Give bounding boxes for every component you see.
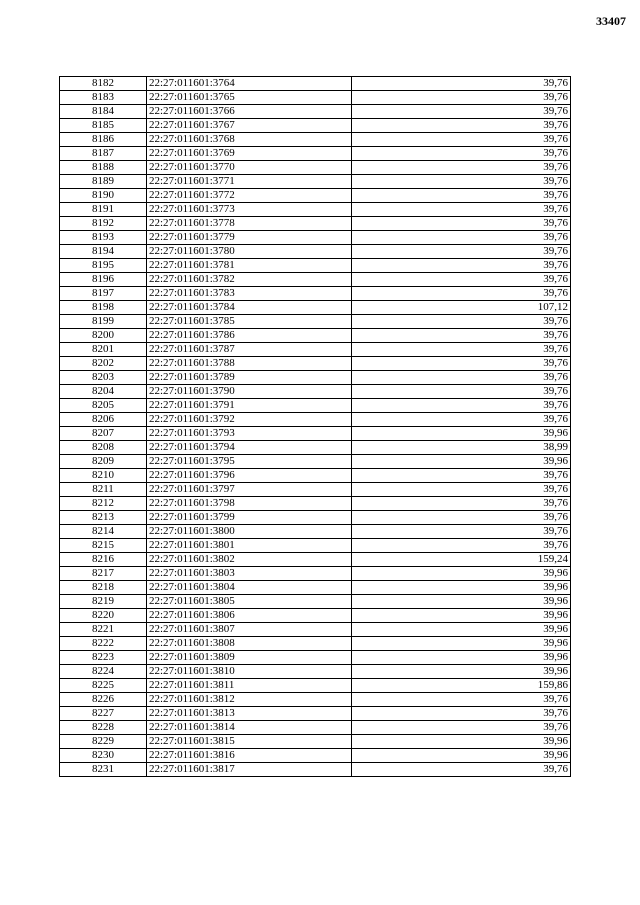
table-row (60, 553, 571, 567)
cadastral-number-cell: 22:27:011601:3779 (147, 231, 352, 245)
cadastral-number-cell: 22:27:011601:3781 (147, 259, 352, 273)
row-number-cell: 8230 (60, 749, 147, 763)
area-cell: 39,76 (352, 175, 571, 189)
table-row (60, 217, 571, 231)
area-cell: 39,96 (352, 581, 571, 595)
row-number-cell: 8193 (60, 231, 147, 245)
table-row (60, 469, 571, 483)
cadastral-number-cell: 22:27:011601:3787 (147, 343, 352, 357)
row-number-cell: 8219 (60, 595, 147, 609)
row-number-cell: 8218 (60, 581, 147, 595)
row-number-cell: 8201 (60, 343, 147, 357)
row-number-cell: 8188 (60, 161, 147, 175)
registry-table (59, 76, 571, 777)
area-cell: 39,96 (352, 665, 571, 679)
row-number-cell: 8217 (60, 567, 147, 581)
row-number-cell: 8184 (60, 105, 147, 119)
area-cell: 39,76 (352, 483, 571, 497)
table-row (60, 651, 571, 665)
cadastral-number-cell: 22:27:011601:3803 (147, 567, 352, 581)
area-cell: 39,76 (352, 273, 571, 287)
area-cell: 39,96 (352, 637, 571, 651)
table-row (60, 679, 571, 693)
cadastral-number-cell: 22:27:011601:3767 (147, 119, 352, 133)
row-number-cell: 8199 (60, 315, 147, 329)
table-row (60, 665, 571, 679)
cadastral-number-cell: 22:27:011601:3797 (147, 483, 352, 497)
row-number-cell: 8205 (60, 399, 147, 413)
table-row (60, 315, 571, 329)
row-number-cell: 8221 (60, 623, 147, 637)
table-row (60, 595, 571, 609)
area-cell: 39,76 (352, 161, 571, 175)
area-cell: 39,76 (352, 287, 571, 301)
area-cell: 107,12 (352, 301, 571, 315)
row-number-cell: 8190 (60, 189, 147, 203)
area-cell: 39,76 (352, 371, 571, 385)
cadastral-number-cell: 22:27:011601:3792 (147, 413, 352, 427)
area-cell: 39,76 (352, 707, 571, 721)
area-cell: 39,76 (352, 91, 571, 105)
cadastral-number-cell: 22:27:011601:3770 (147, 161, 352, 175)
table-row (60, 259, 571, 273)
area-cell: 39,96 (352, 455, 571, 469)
cadastral-number-cell: 22:27:011601:3784 (147, 301, 352, 315)
row-number-cell: 8223 (60, 651, 147, 665)
table-row (60, 511, 571, 525)
row-number-cell: 8197 (60, 287, 147, 301)
row-number-cell: 8207 (60, 427, 147, 441)
cadastral-number-cell: 22:27:011601:3786 (147, 329, 352, 343)
row-number-cell: 8213 (60, 511, 147, 525)
area-cell: 39,76 (352, 399, 571, 413)
table-row (60, 721, 571, 735)
area-cell: 39,76 (352, 721, 571, 735)
table-row (60, 567, 571, 581)
cadastral-number-cell: 22:27:011601:3765 (147, 91, 352, 105)
cadastral-number-cell: 22:27:011601:3808 (147, 637, 352, 651)
cadastral-number-cell: 22:27:011601:3790 (147, 385, 352, 399)
area-cell: 39,76 (352, 539, 571, 553)
table-row (60, 637, 571, 651)
cadastral-number-cell: 22:27:011601:3772 (147, 189, 352, 203)
area-cell: 39,76 (352, 497, 571, 511)
table-row (60, 483, 571, 497)
cadastral-number-cell: 22:27:011601:3789 (147, 371, 352, 385)
row-number-cell: 8183 (60, 91, 147, 105)
row-number-cell: 8210 (60, 469, 147, 483)
area-cell: 39,76 (352, 315, 571, 329)
cadastral-number-cell: 22:27:011601:3816 (147, 749, 352, 763)
cadastral-number-cell: 22:27:011601:3793 (147, 427, 352, 441)
area-cell: 39,76 (352, 511, 571, 525)
area-cell: 39,76 (352, 119, 571, 133)
cadastral-number-cell: 22:27:011601:3799 (147, 511, 352, 525)
area-cell: 39,76 (352, 133, 571, 147)
cadastral-number-cell: 22:27:011601:3809 (147, 651, 352, 665)
cadastral-number-cell: 22:27:011601:3794 (147, 441, 352, 455)
area-cell: 39,96 (352, 609, 571, 623)
table-row (60, 161, 571, 175)
area-cell: 159,86 (352, 679, 571, 693)
cadastral-number-cell: 22:27:011601:3782 (147, 273, 352, 287)
cadastral-number-cell: 22:27:011601:3791 (147, 399, 352, 413)
table-row (60, 441, 571, 455)
row-number-cell: 8202 (60, 357, 147, 371)
area-cell: 39,76 (352, 469, 571, 483)
cadastral-number-cell: 22:27:011601:3817 (147, 763, 352, 777)
table-row (60, 385, 571, 399)
row-number-cell: 8182 (60, 77, 147, 91)
cadastral-number-cell: 22:27:011601:3768 (147, 133, 352, 147)
cadastral-number-cell: 22:27:011601:3811 (147, 679, 352, 693)
table-row (60, 203, 571, 217)
area-cell: 39,96 (352, 595, 571, 609)
table-row (60, 357, 571, 371)
row-number-cell: 8203 (60, 371, 147, 385)
row-number-cell: 8227 (60, 707, 147, 721)
table-row (60, 91, 571, 105)
table-row (60, 707, 571, 721)
table-row (60, 749, 571, 763)
cadastral-number-cell: 22:27:011601:3800 (147, 525, 352, 539)
row-number-cell: 8198 (60, 301, 147, 315)
table-row (60, 77, 571, 91)
area-cell: 39,76 (352, 217, 571, 231)
row-number-cell: 8192 (60, 217, 147, 231)
cadastral-number-cell: 22:27:011601:3807 (147, 623, 352, 637)
table-row (60, 623, 571, 637)
area-cell: 39,96 (352, 623, 571, 637)
table-row (60, 763, 571, 777)
cadastral-number-cell: 22:27:011601:3769 (147, 147, 352, 161)
table-row (60, 735, 571, 749)
row-number-cell: 8211 (60, 483, 147, 497)
area-cell: 39,76 (352, 357, 571, 371)
cadastral-number-cell: 22:27:011601:3806 (147, 609, 352, 623)
row-number-cell: 8195 (60, 259, 147, 273)
area-cell: 39,96 (352, 427, 571, 441)
table-row (60, 455, 571, 469)
area-cell: 39,76 (352, 245, 571, 259)
row-number-cell: 8187 (60, 147, 147, 161)
cadastral-number-cell: 22:27:011601:3766 (147, 105, 352, 119)
area-cell: 39,76 (352, 105, 571, 119)
page-number: 33407 (596, 14, 626, 28)
area-cell: 39,76 (352, 203, 571, 217)
cadastral-number-cell: 22:27:011601:3795 (147, 455, 352, 469)
area-cell: 39,76 (352, 343, 571, 357)
area-cell: 39,76 (352, 77, 571, 91)
table-row (60, 693, 571, 707)
registry-table-body (60, 77, 571, 777)
table-row (60, 287, 571, 301)
table-row (60, 273, 571, 287)
cadastral-number-cell: 22:27:011601:3805 (147, 595, 352, 609)
row-number-cell: 8209 (60, 455, 147, 469)
row-number-cell: 8222 (60, 637, 147, 651)
cadastral-number-cell: 22:27:011601:3780 (147, 245, 352, 259)
cadastral-number-cell: 22:27:011601:3788 (147, 357, 352, 371)
cadastral-number-cell: 22:27:011601:3798 (147, 497, 352, 511)
row-number-cell: 8212 (60, 497, 147, 511)
cadastral-number-cell: 22:27:011601:3778 (147, 217, 352, 231)
row-number-cell: 8185 (60, 119, 147, 133)
cadastral-number-cell: 22:27:011601:3796 (147, 469, 352, 483)
cadastral-number-cell: 22:27:011601:3814 (147, 721, 352, 735)
table-row (60, 497, 571, 511)
row-number-cell: 8225 (60, 679, 147, 693)
row-number-cell: 8220 (60, 609, 147, 623)
table-row (60, 147, 571, 161)
table-row (60, 231, 571, 245)
row-number-cell: 8196 (60, 273, 147, 287)
area-cell: 39,76 (352, 763, 571, 777)
area-cell: 38,99 (352, 441, 571, 455)
row-number-cell: 8204 (60, 385, 147, 399)
cadastral-number-cell: 22:27:011601:3773 (147, 203, 352, 217)
cadastral-number-cell: 22:27:011601:3804 (147, 581, 352, 595)
row-number-cell: 8189 (60, 175, 147, 189)
cadastral-number-cell: 22:27:011601:3801 (147, 539, 352, 553)
area-cell: 39,76 (352, 693, 571, 707)
table-row (60, 175, 571, 189)
row-number-cell: 8214 (60, 525, 147, 539)
area-cell: 39,76 (352, 525, 571, 539)
table-row (60, 133, 571, 147)
area-cell: 39,76 (352, 231, 571, 245)
cadastral-number-cell: 22:27:011601:3764 (147, 77, 352, 91)
table-row (60, 329, 571, 343)
area-cell: 39,76 (352, 189, 571, 203)
row-number-cell: 8229 (60, 735, 147, 749)
area-cell: 39,76 (352, 329, 571, 343)
table-row (60, 525, 571, 539)
area-cell: 39,96 (352, 735, 571, 749)
table-row (60, 371, 571, 385)
table-row (60, 413, 571, 427)
table-row (60, 301, 571, 315)
cadastral-number-cell: 22:27:011601:3802 (147, 553, 352, 567)
area-cell: 159,24 (352, 553, 571, 567)
area-cell: 39,96 (352, 567, 571, 581)
area-cell: 39,76 (352, 385, 571, 399)
table-row (60, 105, 571, 119)
table-row (60, 581, 571, 595)
row-number-cell: 8208 (60, 441, 147, 455)
area-cell: 39,96 (352, 651, 571, 665)
row-number-cell: 8226 (60, 693, 147, 707)
table-row (60, 609, 571, 623)
row-number-cell: 8231 (60, 763, 147, 777)
table-row (60, 119, 571, 133)
area-cell: 39,76 (352, 413, 571, 427)
cadastral-number-cell: 22:27:011601:3810 (147, 665, 352, 679)
row-number-cell: 8200 (60, 329, 147, 343)
cadastral-number-cell: 22:27:011601:3783 (147, 287, 352, 301)
area-cell: 39,76 (352, 259, 571, 273)
table-row (60, 399, 571, 413)
cadastral-number-cell: 22:27:011601:3785 (147, 315, 352, 329)
cadastral-number-cell: 22:27:011601:3815 (147, 735, 352, 749)
area-cell: 39,76 (352, 147, 571, 161)
area-cell: 39,96 (352, 749, 571, 763)
table-row (60, 189, 571, 203)
row-number-cell: 8216 (60, 553, 147, 567)
table-row (60, 245, 571, 259)
row-number-cell: 8228 (60, 721, 147, 735)
table-row (60, 427, 571, 441)
cadastral-number-cell: 22:27:011601:3813 (147, 707, 352, 721)
cadastral-number-cell: 22:27:011601:3812 (147, 693, 352, 707)
row-number-cell: 8191 (60, 203, 147, 217)
row-number-cell: 8224 (60, 665, 147, 679)
row-number-cell: 8206 (60, 413, 147, 427)
cadastral-number-cell: 22:27:011601:3771 (147, 175, 352, 189)
table-row (60, 539, 571, 553)
table-row (60, 343, 571, 357)
row-number-cell: 8194 (60, 245, 147, 259)
row-number-cell: 8215 (60, 539, 147, 553)
row-number-cell: 8186 (60, 133, 147, 147)
